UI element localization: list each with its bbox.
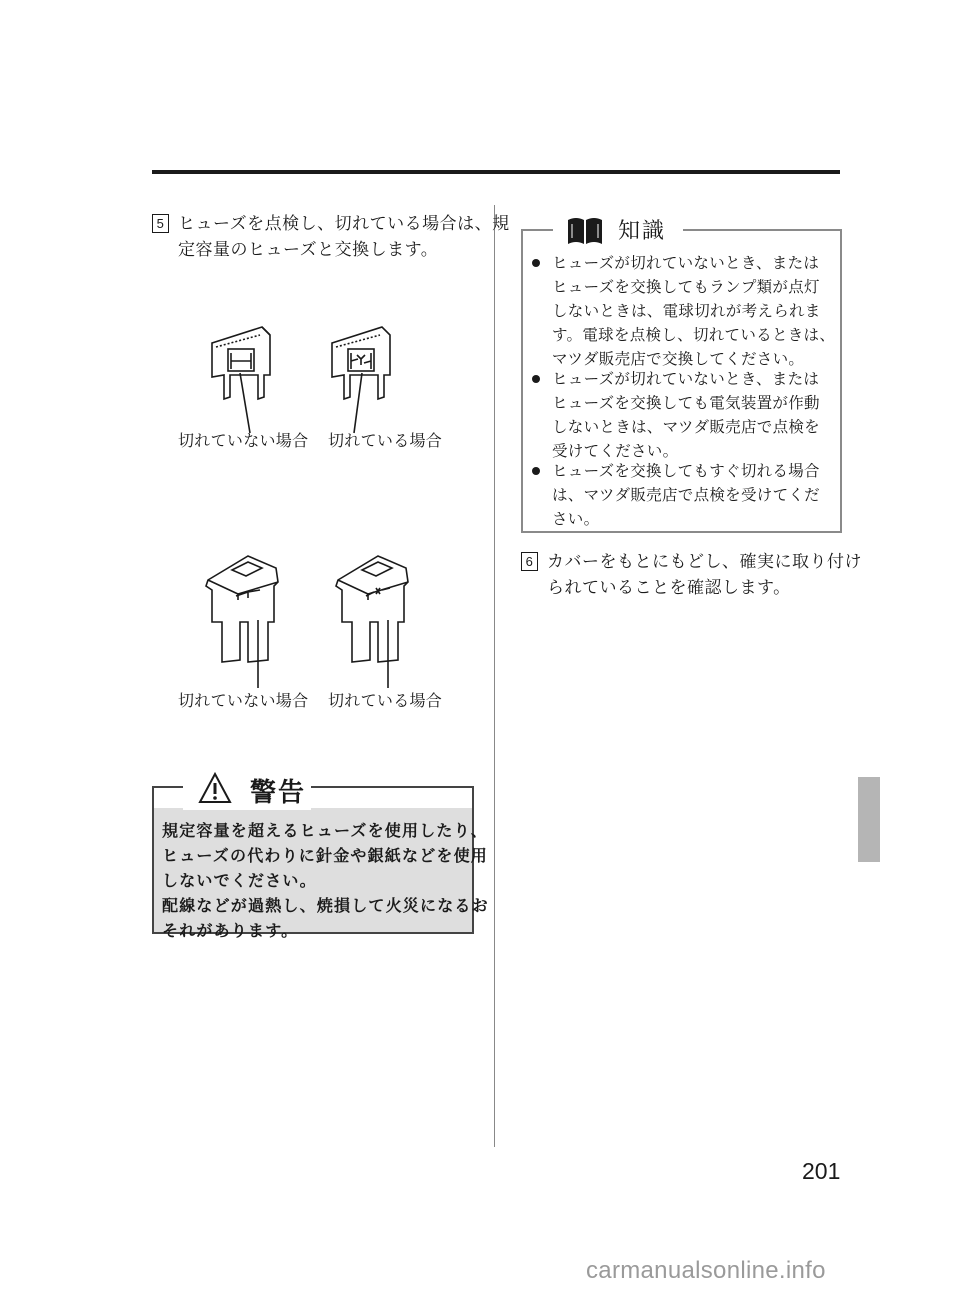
bullet-line: ヒューズを交換してもランプ類が点灯 xyxy=(552,278,820,296)
bullet-line: しないときは、マツダ販売店で点検を xyxy=(552,418,820,436)
step-line: ヒューズを点検し、切れている場合は、規 xyxy=(178,214,510,234)
step-number: 5 xyxy=(152,214,169,233)
step-text xyxy=(178,211,510,263)
bullet-line: 受けてください。 xyxy=(552,442,679,460)
step-line: 定容量のヒューズと交換します。 xyxy=(178,240,439,260)
step-number: 6 xyxy=(521,552,538,571)
step-5 xyxy=(152,211,510,267)
bullet-dot-icon xyxy=(532,467,540,475)
knowledge-title: 知識 xyxy=(618,219,667,244)
warning-line: 配線などが過熱し、焼損して火災になるお xyxy=(162,896,489,915)
bullet-line: ヒューズが切れていないとき、または xyxy=(552,254,820,272)
warning-line: 規定容量を超えるヒューズを使用したり、 xyxy=(162,821,489,840)
knowledge-bullet xyxy=(532,251,836,373)
bullet-dot-icon xyxy=(532,375,540,383)
step-6 xyxy=(521,549,862,605)
section-tab xyxy=(858,777,880,862)
page-number: 201 xyxy=(802,1158,841,1184)
warning-line: ヒューズの代わりに針金や銀紙などを使用 xyxy=(162,846,489,865)
bullet-line: マツダ販売店で交換してください。 xyxy=(552,350,805,368)
caption-blown: 切れている場合 xyxy=(328,691,443,710)
bullet-line: ヒューズを交換しても電気装置が作動 xyxy=(552,394,820,412)
warning-text xyxy=(162,818,489,943)
top-rule xyxy=(152,170,840,174)
bullet-line: ヒューズを交換してもすぐ切れる場合 xyxy=(552,462,820,480)
watermark: carmanualsonline.info xyxy=(586,1257,826,1284)
step-text xyxy=(547,549,862,601)
warning-line: しないでください。 xyxy=(162,871,317,890)
column-divider xyxy=(494,205,495,1147)
bullet-dot-icon xyxy=(532,259,540,267)
bullet-line: さい。 xyxy=(552,510,600,528)
knowledge-bullet xyxy=(532,459,832,533)
book-icon xyxy=(566,216,604,246)
caption-not-blown: 切れていない場合 xyxy=(178,431,309,450)
bullet-line: ヒューズが切れていないとき、または xyxy=(552,370,820,388)
knowledge-bullet xyxy=(532,367,832,465)
warning-triangle-icon xyxy=(198,772,232,804)
bullet-line: しないときは、電球切れが考えられま xyxy=(552,302,821,320)
caption-blown: 切れている場合 xyxy=(328,431,443,450)
step-line: られていることを確認します。 xyxy=(547,578,791,598)
bullet-line: は、マツダ販売店で点検を受けてくだ xyxy=(552,486,820,504)
warning-title: 警告 xyxy=(250,778,307,808)
warning-line: それがあります。 xyxy=(162,921,299,940)
caption-not-blown: 切れていない場合 xyxy=(178,691,309,710)
blade-fuse-figure xyxy=(200,315,440,435)
step-line: カバーをもとにもどし、確実に取り付け xyxy=(547,552,862,572)
bullet-line: す。電球を点検し、切れているときは、 xyxy=(552,326,836,344)
cartridge-fuse-figure xyxy=(200,550,440,690)
